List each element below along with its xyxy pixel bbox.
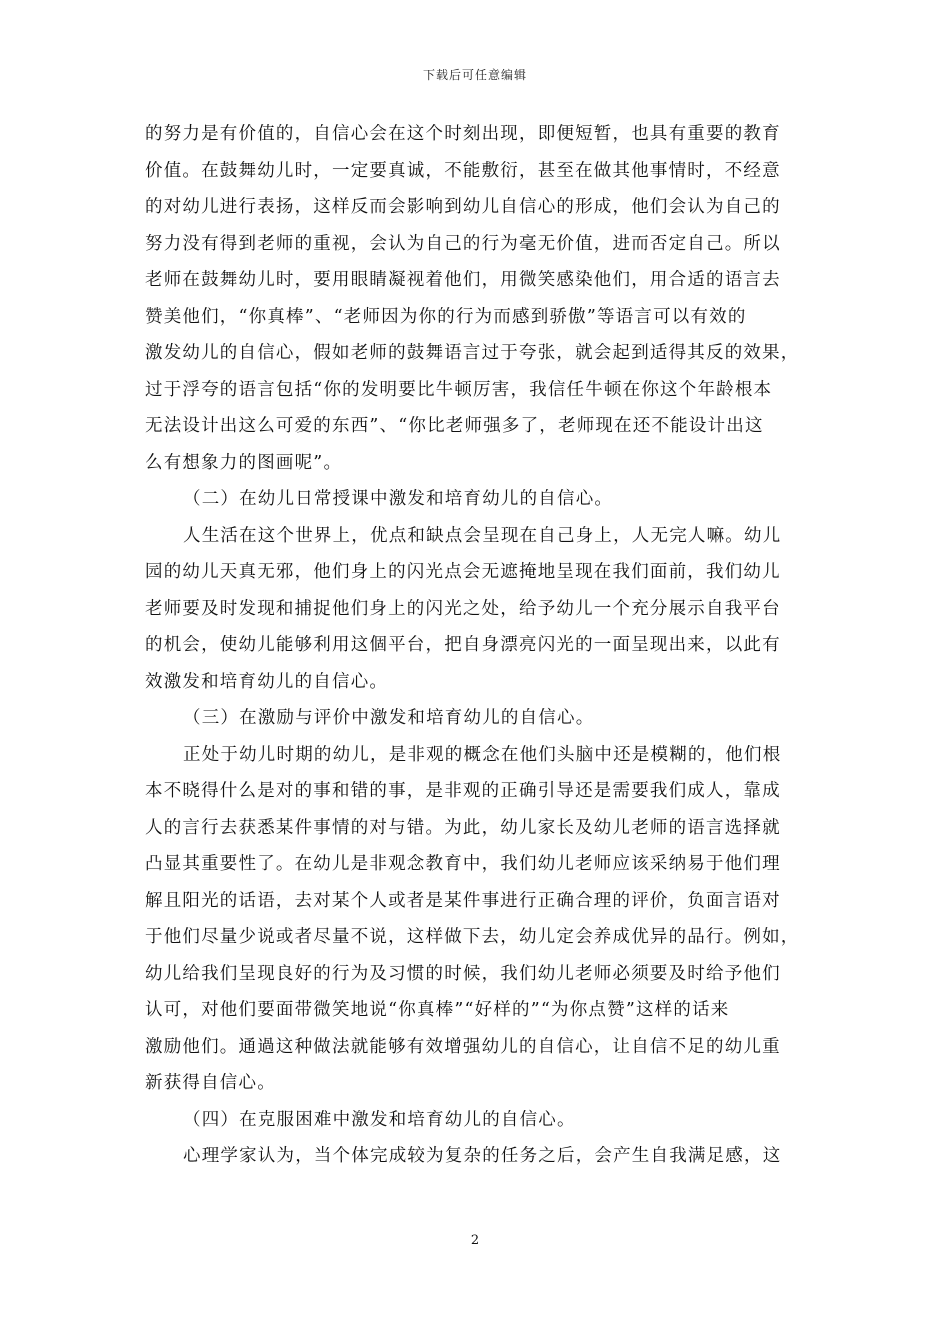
text-line: 人生活在这个世界上，优点和缺点会呈现在自己身上，人无完人嘛。幼儿	[183, 525, 782, 546]
text-line: 老师要及时发现和捕捉他们身上的闪光之处，给予幼儿一个充分展示自我平台	[145, 598, 781, 619]
text-line: 新获得自信心。	[145, 1073, 276, 1093]
text-line: 价值。在鼓舞幼儿时，一定要真诚，不能敷衍，甚至在做其他事情时，不经意	[145, 160, 781, 181]
section-heading: （二）在幼儿日常授课中激发和培育幼儿的自信心。	[183, 489, 614, 509]
text-line: 无法设计出这么可爱的东西”、“你比老师强多了，老师现在还不能设计出这	[145, 416, 764, 436]
header-note: 下载后可任意编辑	[422, 68, 527, 82]
text-line: 么有想象力的图画呢”。	[145, 452, 343, 473]
text-line: 园的幼儿天真无邪，他们身上的闪光点会无遮掩地呈现在我们面前，我们幼儿	[145, 562, 781, 582]
text-line: 激发幼儿的自信心，假如老师的鼓舞语言过于夸张，就会起到适得其反的效果，	[145, 343, 800, 363]
text-line: 凸显其重要性了。在幼儿是非观念教育中，我们幼儿老师应该采纳易于他们理	[145, 854, 781, 874]
section-heading: （三）在激励与评价中激发和培育幼儿的自信心。	[183, 708, 595, 728]
text-line: 的机会，使幼儿能够利用这個平台，把自身漂亮闪光的一面呈现出来，以此有	[145, 635, 781, 655]
text-line: 解且阳光的话语，去对某个人或者是某件事进行正确合理的评价，负面言语对	[145, 890, 781, 911]
text-line: 效激发和培育幼儿的自信心。	[145, 671, 389, 692]
body-text	[145, 116, 809, 1175]
text-line: 激励他们。通過这种做法就能够有效增强幼儿的自信心，让自信不足的幼儿重	[145, 1036, 781, 1057]
text-line: 于他们尽量少说或者尽量不说，这样做下去，幼儿定会养成优异的品行。例如，	[145, 927, 800, 947]
text-line: 认可，对他们要面带微笑地说“你真棒”“好样的”“为你点赞”这样的话来	[145, 1000, 730, 1020]
section-heading: （四）在克服困难中激发和培育幼儿的自信心。	[183, 1109, 576, 1130]
page-number: 2	[470, 1233, 480, 1248]
text-line: 的努力是有价值的，自信心会在这个时刻出现，即便短暂，也具有重要的教育	[145, 124, 781, 144]
text-line: 心理学家认为，当个体完成较为复杂的任务之后，会产生自我满足感，这	[183, 1146, 782, 1166]
text-line: 赞美他们，“你真棒”、“老师因为你的行为而感到骄傲”等语言可以有效的	[145, 306, 747, 327]
text-line: 过于浮夸的语言包括“你的发明要比牛顿厉害，我信任牛顿在你这个年龄根本	[145, 379, 773, 400]
text-line: 老师在鼓舞幼儿时，要用眼睛凝视着他们，用微笑感染他们，用合适的语言去	[145, 270, 781, 290]
text-line: 努力没有得到老师的重视，会认为自己的行为毫无价值，进而否定自己。所以	[145, 233, 781, 254]
text-line: 本不晓得什么是对的事和错的事，是非观的正确引导还是需要我们成人，靠成	[145, 781, 781, 801]
text-line: 人的言行去获悉某件事情的对与错。为此，幼儿家长及幼儿老师的语言选择就	[145, 817, 781, 838]
text-line: 的对幼儿进行表扬，这样反而会影响到幼儿自信心的形成，他们会认为自己的	[145, 197, 781, 217]
text-line: 正处于幼儿时期的幼儿，是非观的概念在他们头脑中还是模糊的，他们根	[183, 744, 782, 765]
text-line: 幼儿给我们呈现良好的行为及习惯的时候，我们幼儿老师必须要及时给予他们	[145, 963, 781, 984]
